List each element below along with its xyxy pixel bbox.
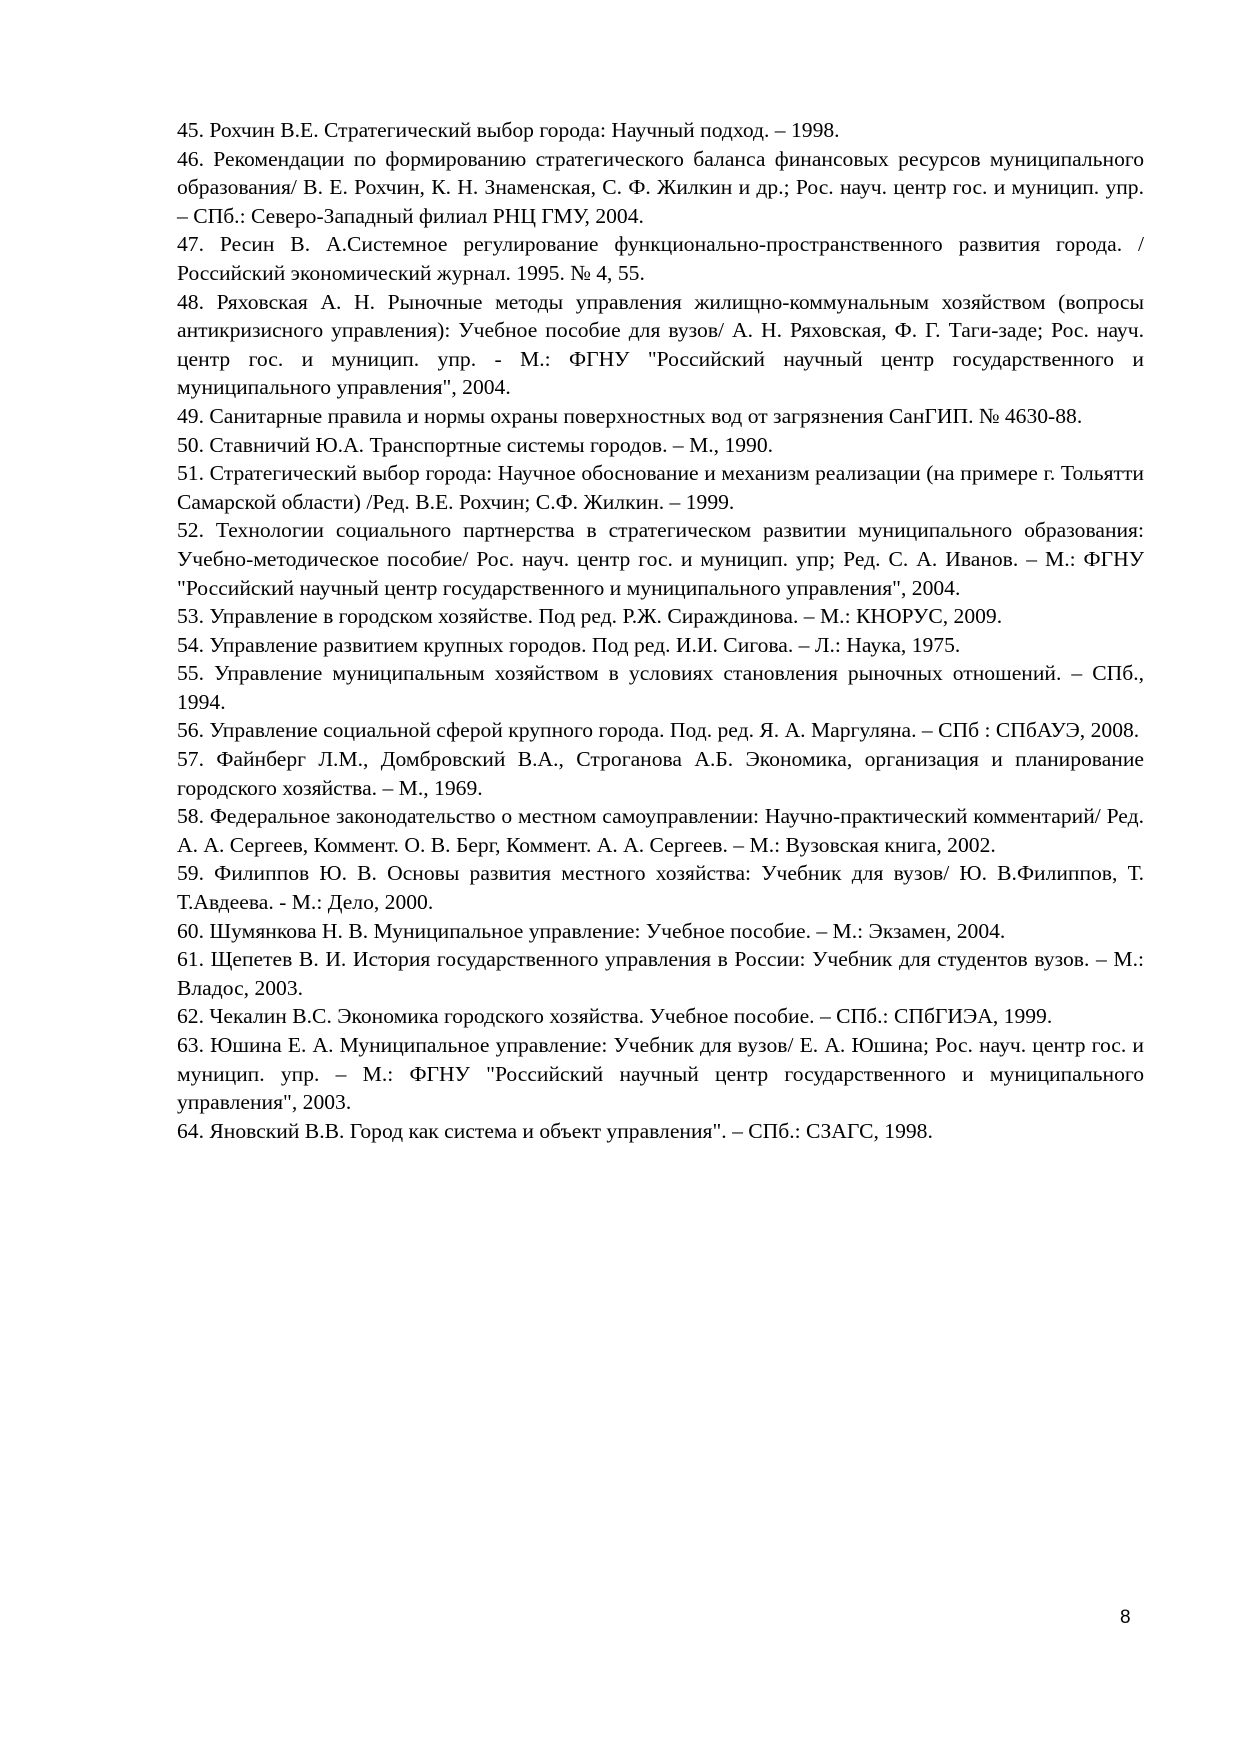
reference-item-61: 61. Щепетев В. И. История государственного управления в России: Учебник для студентов вузов. – М.: Владос, 2003.: [177, 947, 1144, 1000]
reference-item-48: 48. Ряховская А. Н. Рыночные методы управления жилищно-коммунальным хозяйством (вопросы антикризисного управления): Учебное пособие для вузов/ А. Н. Ряховская, Ф. Г. Таги-заде; Рос. науч. центр гос. и муницип. упр. - М.: ФГНУ "Российский научный центр государственного и муниципального управления", 2004.: [177, 289, 1144, 400]
reference-item-62: 62. Чекалин В.С. Экономика городского хозяйства. Учебное пособие. – СПб.: СПбГИЭА, 1999.: [177, 1004, 1053, 1029]
reference-item-53: 53. Управление в городском хозяйстве. Под ред. Р.Ж. Сираждинова. – М.: КНОРУС, 2009.: [177, 604, 1003, 629]
reference-item-55: 55. Управление муниципальным хозяйством в условиях становления рыночных отношений. – СПб., 1994.: [177, 661, 1144, 714]
reference-item-64: 64. Яновский В.В. Город как система и объект управления". – СПб.: СЗАГС, 1998.: [177, 1118, 933, 1143]
reference-list: [177, 116, 1144, 1145]
reference-item-60: 60. Шумянкова Н. В. Муниципальное управление: Учебное пособие. – М.: Экзамен, 2004.: [177, 918, 1006, 943]
reference-item-52: 52. Технологии социального партнерства в стратегическом развитии муниципального образования: Учебно-методическое пособие/ Рос. науч. центр гос. и муницип. упр; Ред. С. А. Иванов. – М.: ФГНУ "Российский научный центр государственного и муниципального управления", 2004.: [177, 518, 1144, 600]
reference-item-59: 59. Филиппов Ю. В. Основы развития местного хозяйства: Учебник для вузов/ Ю. В.Филиппов, Т. Т.Авдеева. - М.: Дело, 2000.: [177, 861, 1144, 915]
reference-item-56: 56. Управление социальной сферой крупного города. Под. ред. Я. А. Маргуляна. – СПб : СПбАУЭ, 2008.: [177, 718, 1140, 743]
reference-item-47: 47. Ресин В. А.Системное регулирование функционально-пространственного развития города. / Российский экономический журнал. 1995. № 4, 55.: [177, 232, 1144, 285]
page-number: 8: [1120, 1607, 1131, 1628]
reference-item-54: 54. Управление развитием крупных городов. Под ред. И.И. Сигова. – Л.: Наука, 1975.: [177, 632, 961, 657]
reference-item-63: 63. Юшина Е. А. Муниципальное управление: Учебник для вузов/ Е. А. Юшина; Рос. науч. центр гос. и муницип. упр. – М.: ФГНУ "Российский научный центр государственного и муниципального управления", 2003.: [177, 1033, 1144, 1115]
reference-item-51: 51. Стратегический выбор города: Научное обоснование и механизм реализации (на примере г. Тольятти Самарской области) /Ред. В.Е. Рохчин; С.Ф. Жилкин. – 1999.: [177, 461, 1144, 514]
reference-item-46: 46. Рекомендации по формированию стратегического баланса финансовых ресурсов муниципального образования/ В. Е. Рохчин, К. Н. Знаменская, С. Ф. Жилкин и др.; Рос. науч. центр гос. и муницип. упр. – СПб.: Северо-Западный филиал РНЦ ГМУ, 2004.: [177, 146, 1144, 228]
reference-item-58: 58. Федеральное законодательство о местном самоуправлении: Научно-практический комментарий/ Ред. А. А. Сергеев, Коммент. О. В. Берг, Коммент. А. А. Сергеев. – М.: Вузовская книга, 2002.: [177, 804, 1144, 857]
reference-item-57: 57. Файнберг Л.М., Домбровский В.А., Строганова А.Б. Экономика, организация и планирование городского хозяйства. – М., 1969.: [177, 747, 1144, 800]
reference-item-49: 49. Санитарные правила и нормы охраны поверхностных вод от загрязнения СанГИП. № 4630-88.: [177, 403, 1083, 428]
reference-item-45: 45. Рохчин В.Е. Стратегический выбор города: Научный подход. – 1998.: [177, 118, 840, 142]
reference-item-50: 50. Ставничий Ю.А. Транспортные системы городов. – М., 1990.: [177, 432, 774, 457]
